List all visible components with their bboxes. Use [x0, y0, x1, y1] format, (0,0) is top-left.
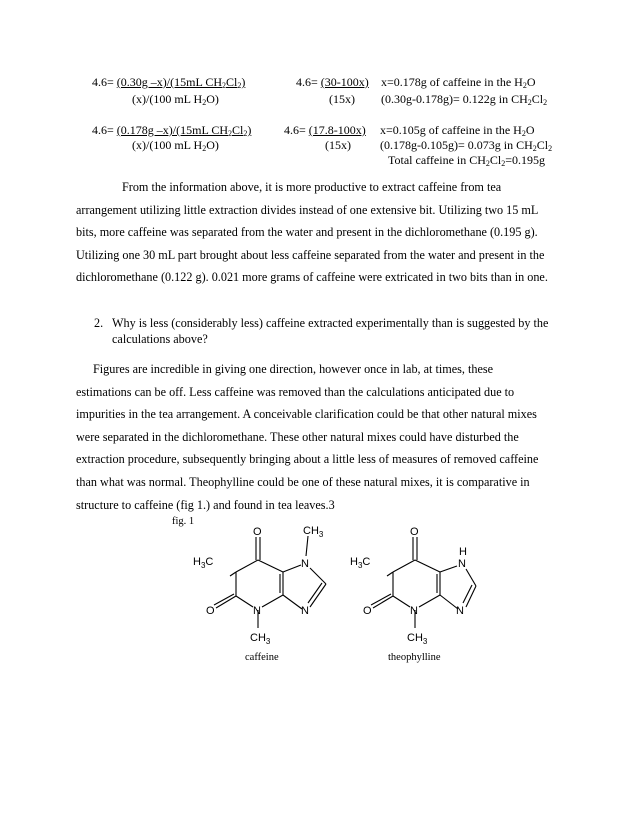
paragraph-line: impurities in the tea arrangement. A conceivable clarification could be that other natural mixes [76, 407, 537, 422]
result-1: x=0.178g of caffeine in the $H_2O$ [381, 75, 536, 90]
paragraph-line: structure to caffeine (fig 1.) and found in tea leaves.3 [76, 497, 335, 512]
caffeine-o-left: O [206, 605, 215, 617]
equation-1-denominator: (x)/(100 mL $H_2O$) [132, 92, 219, 107]
caffeine-n-right: N [301, 558, 309, 570]
paragraph-line: estimations can be off. Less caffeine was removed than the calculations anticipated due to [76, 384, 515, 399]
theophylline-h: H [459, 546, 467, 558]
paragraph-line: From the information above, it is more productive to extract caffeine from tea [122, 180, 502, 194]
equation-4-denominator: (15x) [325, 138, 351, 152]
result-3: x=0.105g of caffeine in the $H_2O$ [380, 123, 535, 138]
equation-3-numerator: (0.178g –x)/(15mL $CH_2Cl_2$) [116, 123, 252, 138]
paragraph-line: Utilizing one 30 mL part brought about less caffeine separated from the water and present in the [76, 247, 545, 262]
paragraph-line: dichloromethane (0.122 g). 0.021 more grams of caffeine were extricated in two bits than in one. [76, 270, 548, 285]
theophylline-h3c: $H_3C$ [350, 556, 371, 570]
caffeine-caption: caffeine [245, 652, 279, 663]
equation-2: 4.6= (30-100x) [296, 75, 369, 89]
question-line-2: calculations above? [112, 332, 208, 346]
caffeine-ch3-top: $CH_3$ [303, 525, 324, 539]
theophylline-o-left: O [363, 605, 372, 617]
figure-label: fig. 1 [172, 516, 195, 527]
paragraph-line: were separated in the dichloromethane. These other natural mixes could have disturbed the [76, 429, 519, 444]
question-number: 2. [94, 316, 104, 330]
paragraph-line: extraction procedure, subsequently bringing about a little less of measures of removed caffeine [76, 452, 539, 467]
paragraph-2 [76, 358, 566, 516]
paragraph-line: than what was normal. Theophylline could be one of these natural mixes, it is comparative in [76, 474, 530, 489]
caffeine-n-five: N [301, 605, 309, 617]
equation-4-numerator: (17.8-100x) [308, 123, 366, 137]
caffeine-ch3-bottom: $CH_3$ [250, 632, 271, 646]
equation-2-denominator: (15x) [329, 92, 355, 106]
theophylline-caption: theophylline [388, 652, 441, 663]
equation-3: 4.6= (0.178g –x)/(15mL $CH_2Cl_2$) [92, 123, 252, 138]
theophylline-n-five: N [456, 605, 464, 617]
caffeine-bonds [214, 536, 326, 628]
paragraph-1 [76, 176, 566, 289]
result-2: (0.30g-0.178g)= 0.122g in $CH_2Cl_2$ [381, 92, 548, 107]
caffeine-h3c: $H_3C$ [193, 556, 214, 570]
question-line-1: Why is less (considerably less) caffeine extracted experimentally than is suggested by the [112, 316, 549, 330]
caffeine-n-bottom: N [253, 605, 261, 617]
equation-2-numerator: (30-100x) [320, 75, 369, 89]
equation-4: 4.6= (17.8-100x) [284, 123, 366, 137]
equation-1-numerator: (0.30g –x)/(15mL $CH_2Cl_2$) [116, 75, 246, 90]
paragraph-line: Figures are incredible in giving one direction, however once in lab, at times, these [93, 362, 494, 376]
theophylline-ch3-bottom: $CH_3$ [407, 632, 428, 646]
equation-1: 4.6= (0.30g –x)/(15mL $CH_2Cl_2$) [92, 75, 246, 90]
result-4: (0.178g-0.105g)= 0.073g in $CH_2Cl_2$ [380, 138, 553, 153]
caffeine-structure [190, 520, 340, 650]
caffeine-o-top: O [253, 526, 262, 538]
equation-3-denominator: (x)/(100 mL $H_2O$) [132, 138, 219, 153]
paragraph-line: bits, more caffeine was separated from the water and present in the dichloromethane (0.195 g). [76, 225, 538, 240]
result-total: Total caffeine in $CH_2Cl_2=0.195g$ [388, 153, 546, 168]
theophylline-structure [350, 520, 480, 650]
theophylline-n-top: N [458, 558, 466, 570]
theophylline-n-bottom: N [410, 605, 418, 617]
paragraph-line: arrangement utilizing little extraction divides instead of one extensive bit. Utilizing two 15 mL [76, 202, 539, 217]
theophylline-o-top: O [410, 526, 419, 538]
